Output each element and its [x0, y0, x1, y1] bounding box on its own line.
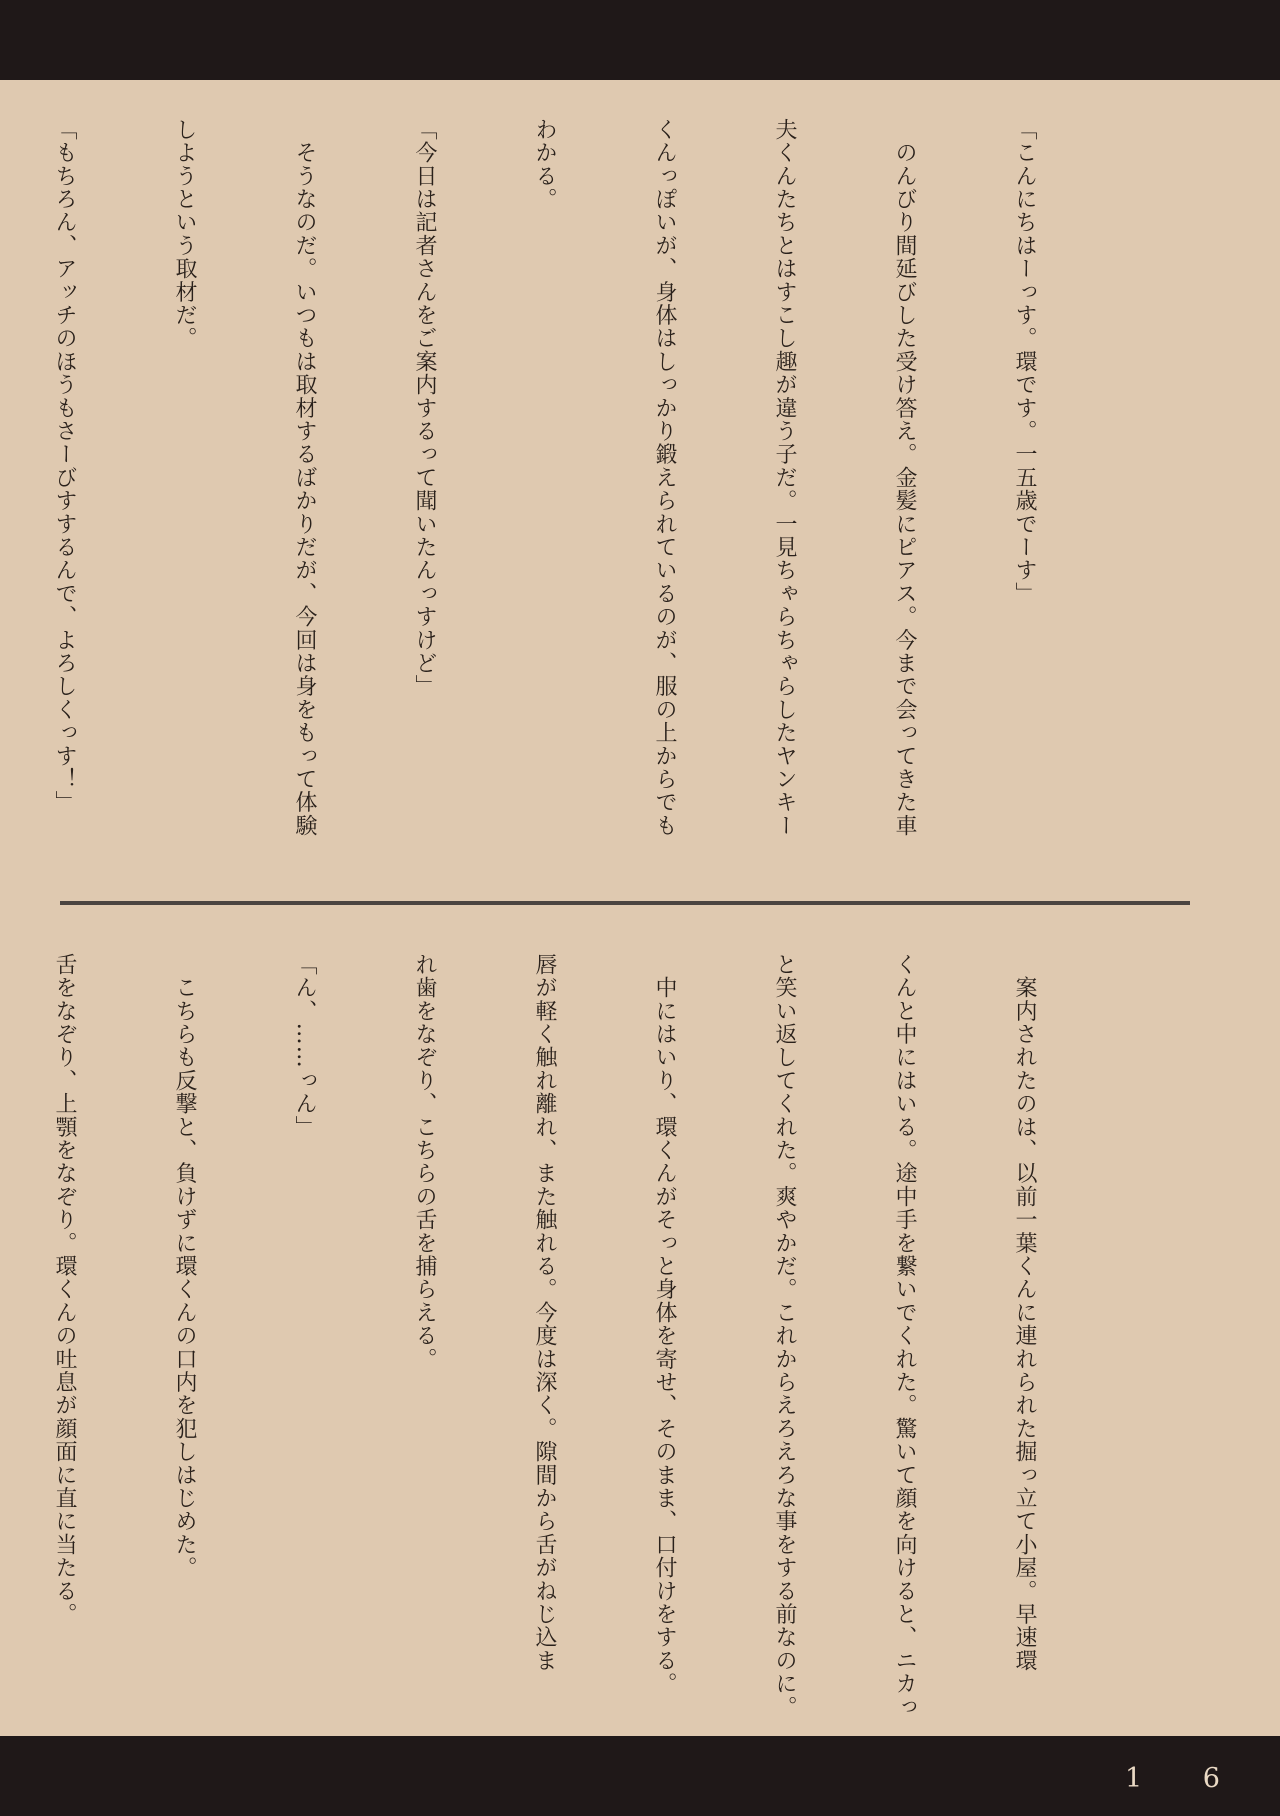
- text-line: 夫くんたちとはすこし趣が違う子だ。一見ちゃらちゃらしたヤンキー: [772, 118, 797, 838]
- text-line: 案内されたのは、以前一葉くんに連れられた掘っ立て小屋。早速環: [1012, 953, 1037, 1673]
- text-line: のんびり間延びした受け答え。金髪にピアス。今まで会ってきた車: [892, 118, 917, 838]
- text-line: れ歯をなぞり、こちらの舌を捕らえる。: [412, 953, 437, 1371]
- text-line: 舌をなぞり、上顎をなぞり。環くんの吐息が顔面に直に当たる。: [52, 953, 77, 1626]
- text-line: くんと中にはいる。途中手を繋いでくれた。驚いて顔を向けると、ニカっ: [892, 953, 917, 1719]
- lower-text-column: [0, 953, 1124, 1733]
- text-line: 「もちろん、アッチのほうもさーびすするんで、よろしくっす！」: [52, 118, 77, 814]
- text-line: そうなのだ。いつもは取材するばかりだが、今回は身をもって体験: [292, 118, 317, 838]
- text-line: しようという取材だ。: [172, 118, 197, 350]
- text-line: 「ん、……っん」: [292, 953, 317, 1139]
- section-divider: [60, 901, 1190, 905]
- text-line: こちらも反撃と、負けずに環くんの口内を犯しはじめた。: [172, 953, 197, 1580]
- text-line: 中にはいり、環くんがそっと身体を寄せ、そのまま、口付けをする。: [652, 953, 677, 1696]
- text-line: わかる。: [532, 118, 557, 211]
- upper-text-column: [0, 118, 1124, 888]
- text-line: くんっぽいが、身体はしっかり鍛えられているのが、服の上からでも: [652, 118, 677, 838]
- top-band: [0, 0, 1280, 80]
- bottom-band: [0, 1736, 1280, 1816]
- text-line: 「今日は記者さんをご案内するって聞いたんっすけど」: [412, 118, 437, 698]
- page-number: 1 6: [1125, 1763, 1246, 1794]
- text-line: 「こんにちはーっす。環です。一五歳でーす」: [1012, 118, 1037, 606]
- text-line: 唇が軽く触れ離れ、また触れる。今度は深く。隙間から舌がねじ込ま: [532, 953, 557, 1673]
- text-line: と笑い返してくれた。爽やかだ。これからえろえろな事をする前なのに。: [772, 953, 797, 1719]
